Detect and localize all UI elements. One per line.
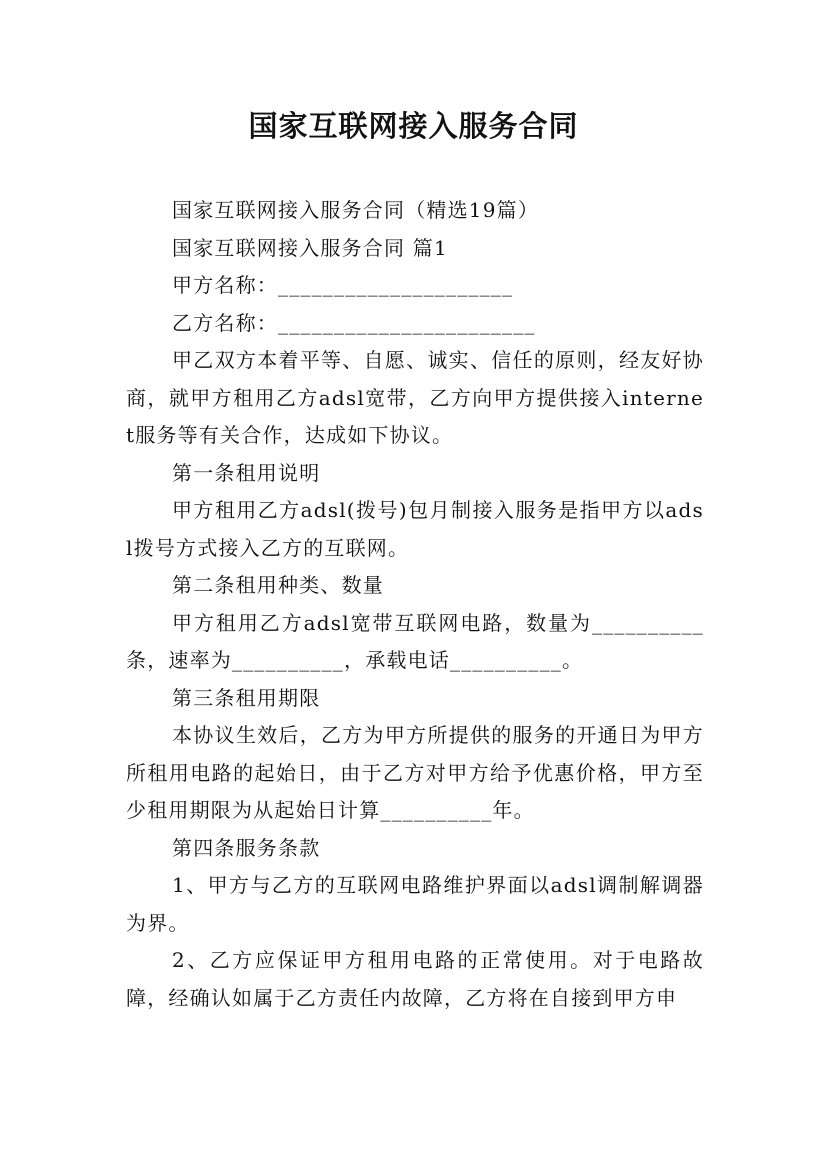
article-heading: 第二条租用种类、数量 — [172, 573, 384, 597]
section-heading: 国家互联网接入服务合同 篇1 — [172, 235, 448, 260]
party-a-name-line: 甲方名称：_____________________ — [172, 273, 514, 297]
body-paragraph: 本协议生效后，乙方为甲方所提供的服务的开通日为甲方所租用电路的起始日，由于乙方对甲方给予优惠价格，甲方至少租用期限为从起始日计算__________年。 — [126, 723, 704, 822]
subtitle-paragraph: 国家互联网接入服务合同（精选19篇） — [172, 198, 540, 222]
body-paragraph: 甲方租用乙方adsl宽带互联网电路，数量为__________条，速率为__________，承载电话__________。 — [126, 610, 704, 672]
article-heading: 第四条服务条款 — [172, 835, 321, 860]
body-paragraph: 2、乙方应保证甲方租用电路的正常使用。对于电路故障，经确认如属于乙方责任内故障，乙方将在自接到甲方申 — [126, 948, 704, 1010]
body-paragraph: 甲方租用乙方adsl(拨号)包月制接入服务是指甲方以adsl拨号方式接入乙方的互联网。 — [126, 498, 704, 560]
document-title: 国家互联网接入服务合同 — [248, 109, 579, 143]
party-b-name-line: 乙方名称：_______________________ — [172, 310, 536, 335]
body-paragraph: 1、甲方与乙方的互联网电路维护界面以adsl调制解调器为界。 — [126, 873, 704, 935]
document-body — [126, 192, 704, 1017]
preamble-paragraph: 甲乙双方本着平等、自愿、诚实、信任的原则，经友好协商，就甲方租用乙方adsl宽带，乙方向甲方提供接入internet服务等有关合作，达成如下协议。 — [126, 348, 704, 447]
article-heading: 第三条租用期限 — [172, 685, 321, 710]
article-heading: 第一条租用说明 — [172, 460, 321, 485]
